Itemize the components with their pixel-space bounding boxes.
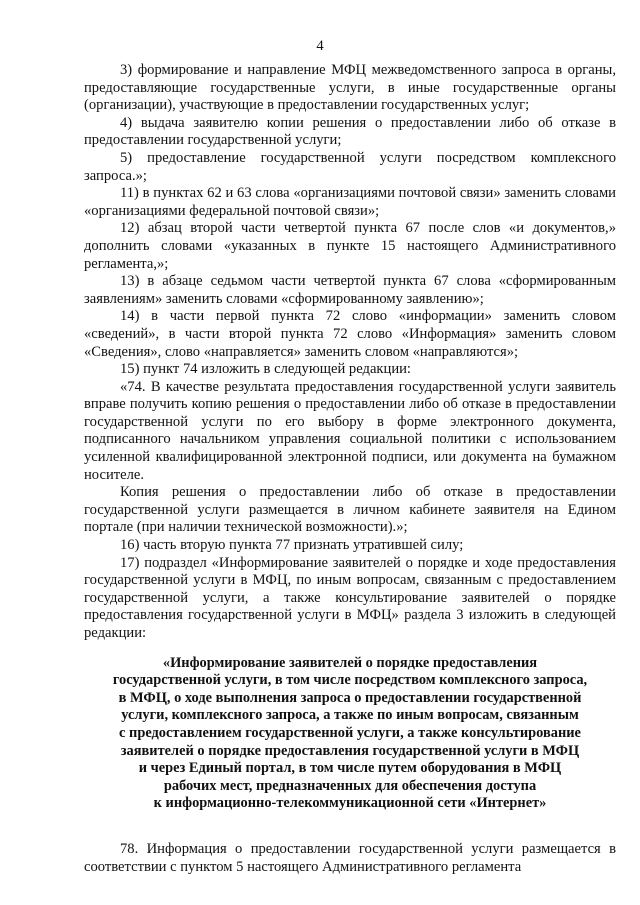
page-number: 4	[316, 38, 324, 54]
paragraph: «74. В качестве результата предоставления государственной услуги заявитель вправе получить копию решения о предоставлении либо об отказе в предоставлении государственной услуги по его выбору в форме электронного документа, подписанного начальником управления социальной политики с использованием усиленной квалифицированной электронной подписи, или документа на бумажном носителе.	[84, 378, 616, 483]
heading-line: и через Единый портал, в том числе путем оборудования в МФЦ	[138, 760, 562, 777]
paragraph: 4) выдача заявителю копии решения о предоставлении либо об отказе в предоставлении государственной услуги;	[84, 114, 616, 149]
paragraph: 78. Информация о предоставлении государственной услуги размещается в соответствии с пунктом 5 настоящего Административного регламента	[84, 840, 616, 875]
document-body	[84, 62, 616, 876]
paragraph: 11) в пунктах 62 и 63 слова «организациями почтовой связи» заменить словами «организациями федеральной почтовой связи»;	[84, 185, 616, 219]
paragraph: 14) в части первой пункта 72 слово «информации» заменить словом «сведений», в части второй пункта 72 слово «Информация» заменить словом «Сведения», слово «направляется» заменить словом «направляются»;	[84, 308, 616, 360]
heading-line: «Информирование заявителей о порядке предоставления	[162, 654, 538, 671]
paragraph: 13) в абзаце седьмом части четвертой пункта 67 слова «сформированным заявлениям» заменить словами «сформированному заявлению»;	[84, 273, 616, 307]
heading-line: с предоставлением государственной услуги, а также консультирование	[119, 724, 581, 741]
heading-line: заявителей о порядке предоставления государственной услуги в МФЦ	[120, 742, 580, 759]
heading-line: в МФЦ, о ходе выполнения запроса о предоставлении государственной	[118, 689, 582, 706]
paragraph: 3) формирование и направление МФЦ межведомственного запроса в органы, предоставляющие государственные услуги, в иные государственные органы (организации), участвующие в предоставлении государственных услуг;	[84, 62, 616, 114]
heading-line: к информационно-телекоммуникационной сети «Интернет»	[153, 795, 547, 812]
paragraph: 16) часть вторую пункта 77 признать утратившей силу;	[120, 537, 464, 554]
heading-line: рабочих мест, предназначенных для обеспечения доступа	[163, 777, 537, 794]
section-heading	[84, 655, 616, 813]
paragraph: 5) предоставление государственной услуги посредством комплексного запроса.»;	[84, 149, 616, 184]
heading-line: услуги, комплексного запроса, а также по иным вопросам, связанным	[121, 707, 579, 724]
paragraph: 17) подраздел «Информирование заявителей о порядке и ходе предоставления государственной услуги в МФЦ, по иным вопросам, связанным с предоставлением государственной услуги, а также консультирование заявителей о порядке предоставления государственной услуги в МФЦ» раздела 3 изложить в следующей редакции:	[84, 554, 616, 641]
paragraph: Копия решения о предоставлении либо об отказе в предоставлении государственной услуги размещается в личном кабинете заявителя на Едином портале (при наличии технической возможности).»;	[84, 484, 616, 536]
heading-line: государственной услуги, в том числе посредством комплексного запроса,	[112, 672, 588, 689]
paragraph: 15) пункт 74 изложить в следующей редакции:	[120, 361, 411, 378]
paragraph: 12) абзац второй части четвертой пункта 67 после слов «и документов,» дополнить словами «указанных в пункте 15 настоящего Административного регламента,»;	[84, 220, 616, 272]
